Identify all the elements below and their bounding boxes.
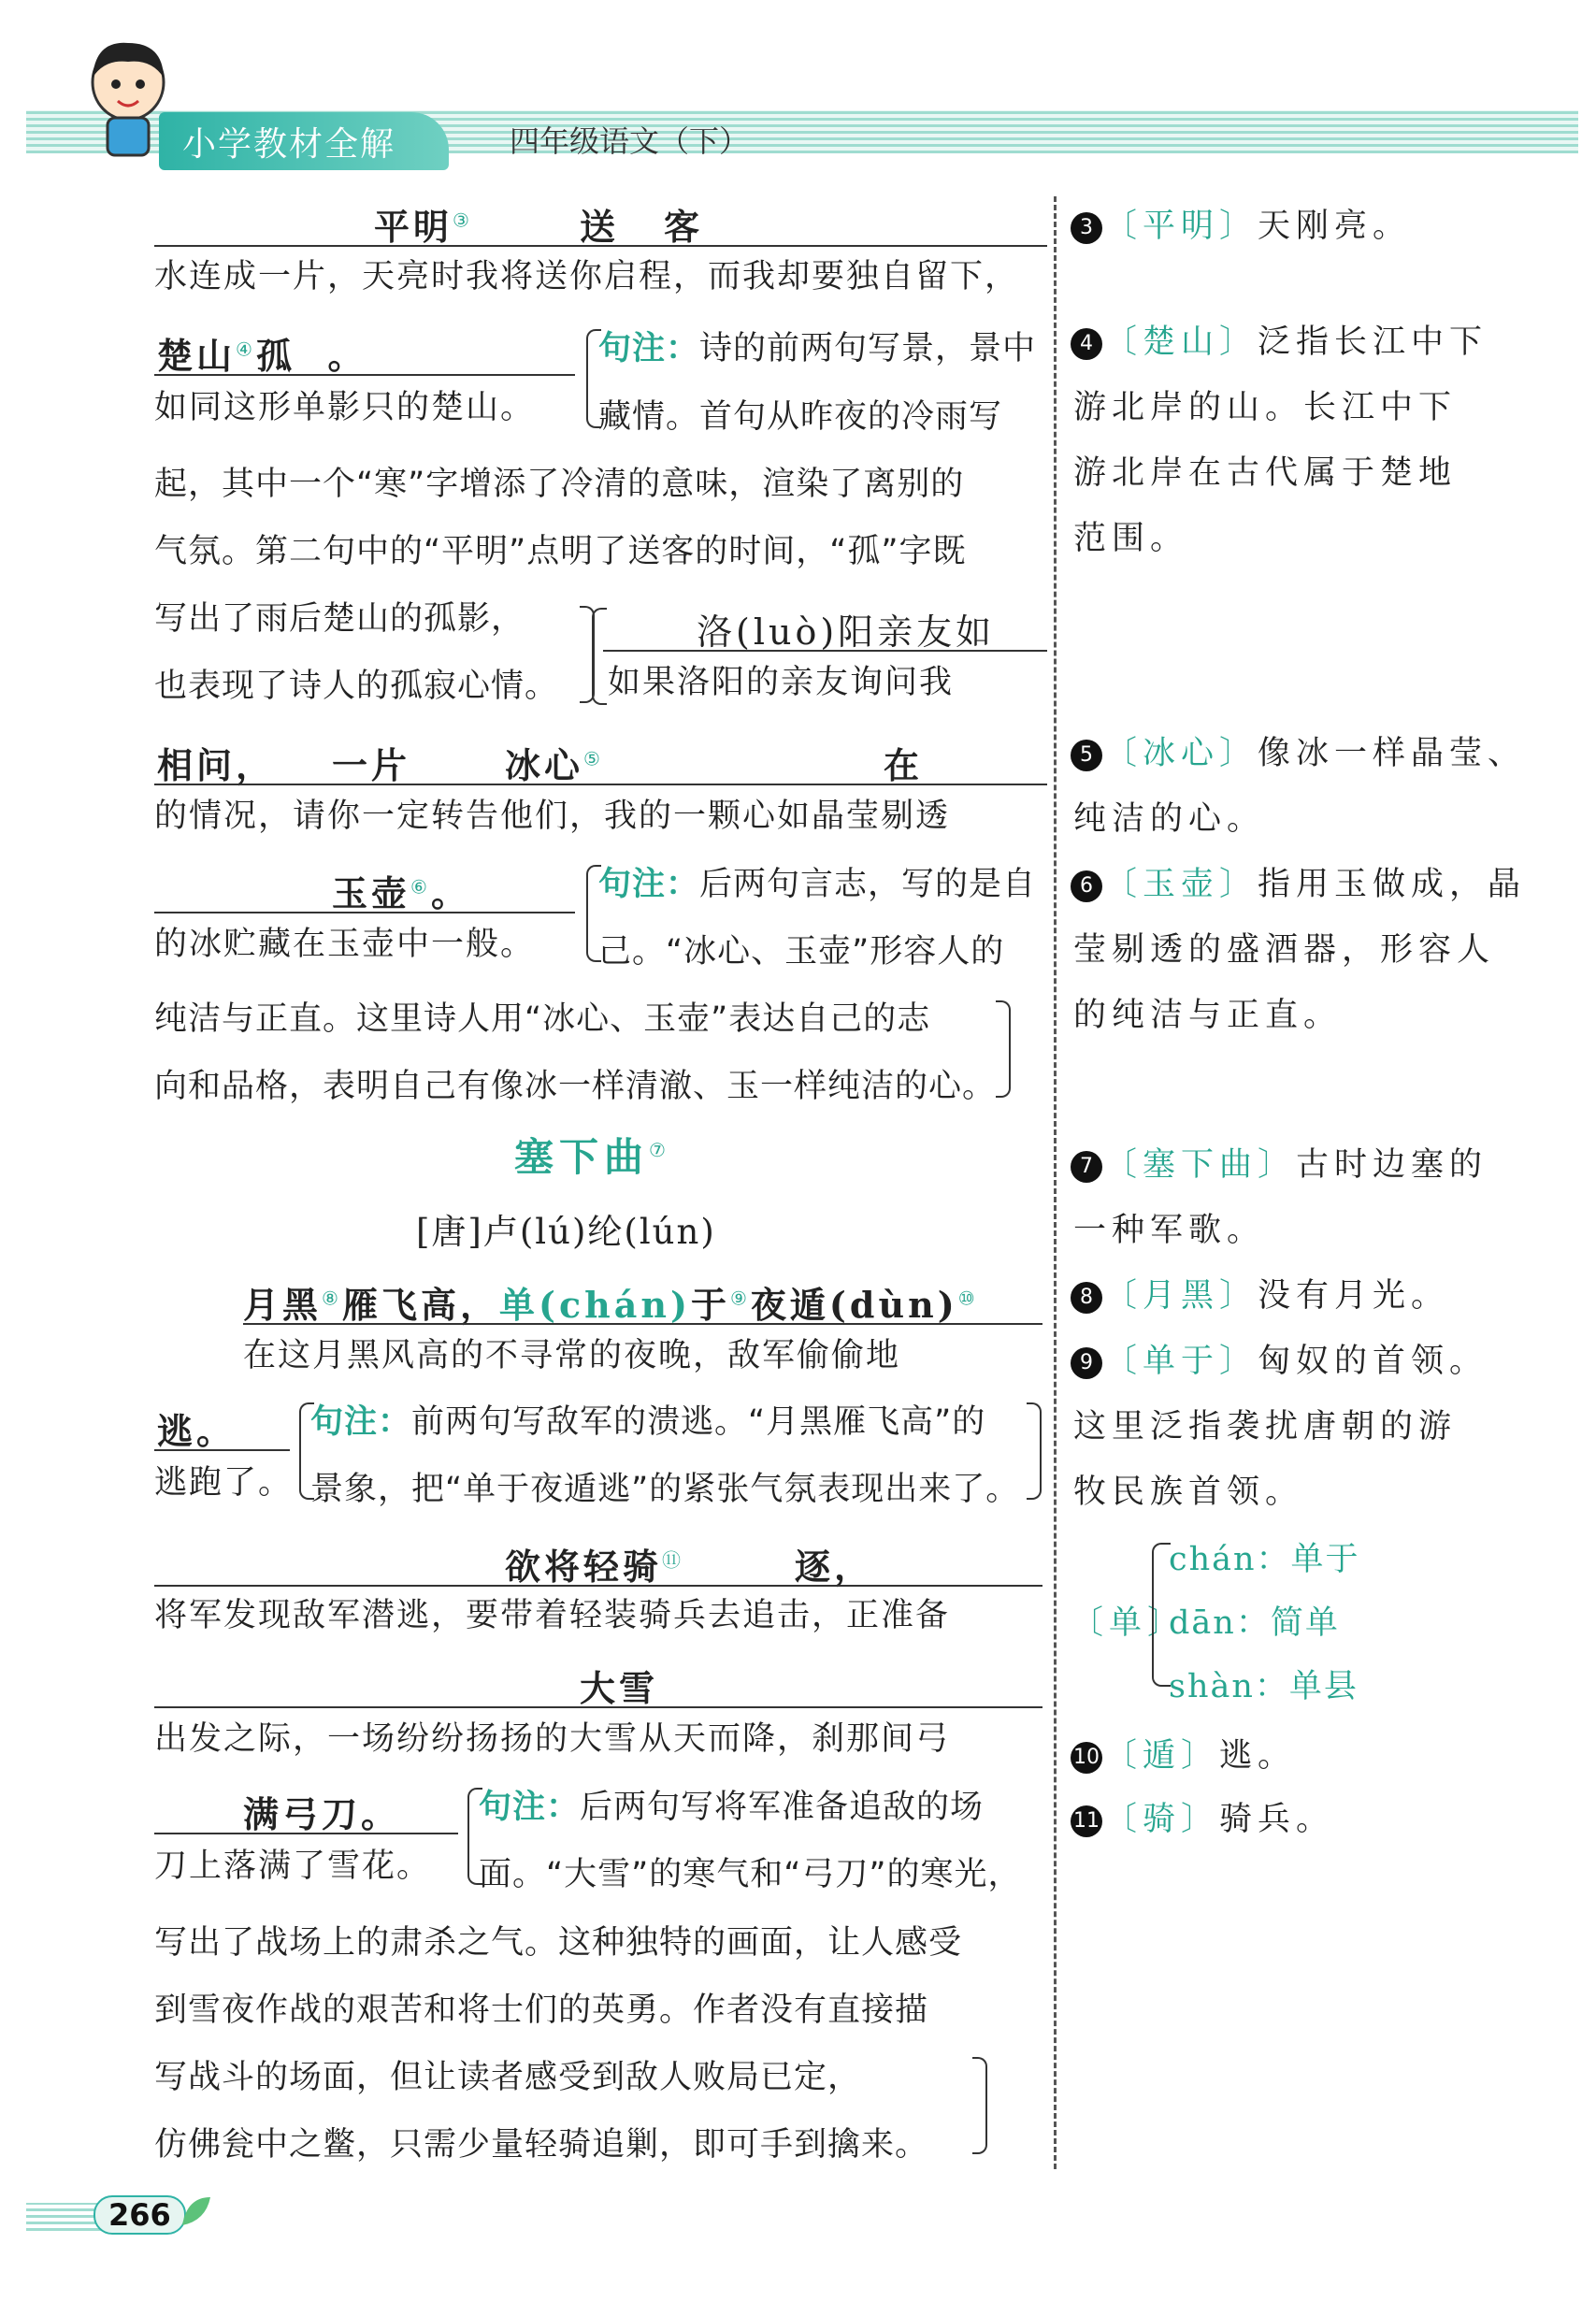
underline [154,245,1047,247]
poem-line: 逃。 [157,1410,237,1452]
poem-line: 楚山④孤 。 [157,335,367,377]
underline [154,784,1047,785]
footnote-4-line: 游北岸在古代属于楚地 [1073,454,1458,492]
annotation: 己。“冰心、玉壶”形容人的 [598,933,1005,971]
annotation: 到雪夜作战的艰苦和将士们的英勇。作者没有直接描 [154,1992,929,2029]
underline [154,374,575,376]
footnote-9-line: 这里泛指袭扰唐朝的游 [1073,1408,1458,1445]
leaf-icon [178,2193,215,2230]
translation-line: 如果洛阳的亲友询问我 [608,664,955,701]
underline [243,1323,1042,1325]
annotation: 写战斗的场面，但让读者感受到敌人败局已定， [154,2059,862,2096]
footnote-3: 3 〔平明〕天刚亮。 [1071,200,1411,247]
underline [154,1833,458,1834]
annotation: 气氛。第二句中的“平明”点明了送客的时间，“孤”字既 [154,533,967,570]
poem-word: 冰心⑤ [505,744,604,786]
footnote-4: 4 〔楚山〕泛指长江中下 [1071,316,1488,363]
poem-word: 一片 [332,744,411,786]
footnote-6: 6 〔玉壶〕指用玉做成，晶 [1071,858,1526,905]
annotation: 写出了战场上的肃杀之气。这种独特的画面，让人感受 [154,1924,963,1962]
poem-line: 满弓刀。 [243,1793,401,1835]
translation-line: 将军发现敌军潜逃，要带着轻装骑兵去追击，正准备 [154,1597,951,1634]
poem-word: 送 [580,206,620,248]
translation-line: 刀上落满了雪花。 [154,1848,432,1885]
footnote-5-line: 纯洁的心。 [1073,800,1266,838]
poem-line: 平明③ [374,206,473,248]
poem-word: 客 [664,206,704,248]
annotation: 面。“大雪”的寒气和“弓刀”的寒光， [479,1856,1022,1893]
polyphone-reading: dān：简单 [1169,1604,1340,1642]
annotation: 仿佛瓮中之鳖，只需少量轻骑追剿，即可手到擒来。 [154,2126,929,2164]
underline [154,1706,1042,1708]
footnote-8: 8 〔月黑〕没有月光。 [1071,1270,1449,1316]
polyphone-reading: chán：单于 [1169,1541,1360,1578]
page-number: 266 [93,2195,186,2235]
bracket [996,1000,1011,1098]
poem-line: 大雪 [580,1667,659,1709]
poem-title: 塞下曲⑦ [514,1134,671,1180]
poem-line: 相问， [157,744,276,786]
book-subtitle: 四年级语文（下） [510,123,750,159]
footnote-11: 11 〔骑〕骑兵。 [1071,1793,1334,1840]
poem-word: 在 [884,744,924,786]
annotation: 写出了雨后楚山的孤影， [154,600,525,638]
translation-line: 出发之际，一场纷纷扬扬的大雪从天而降，刹那间弓 [154,1720,951,1758]
poem-line: 欲将轻骑⑪ [505,1546,685,1588]
underline [154,912,575,913]
underline [603,650,1047,652]
polyphone-reading: shàn：单县 [1169,1668,1359,1705]
polyphone-key: 〔单〕 [1071,1604,1186,1642]
poem-author: [唐]卢(lú)纶(lún) [416,1212,716,1252]
translation-line: 如同这形单影只的楚山。 [154,389,536,426]
footnote-9: 9 〔单于〕匈奴的首领。 [1071,1335,1488,1382]
footnote-7: 7 〔塞下曲〕古时边塞的 [1071,1139,1488,1186]
poem-line: 玉壶⑥。 [332,872,470,914]
poem-word: 逐， [795,1546,874,1588]
annotation: 句注：后两句言志，写的是自 [598,866,1037,903]
annotation: 藏情。首句从昨夜的冷雨写 [598,398,1003,436]
footnote-9-line: 牧民族首领。 [1073,1474,1304,1511]
annotation: 景象，把“单于夜遁逃”的紧张气氛表现出来了。 [310,1471,1020,1508]
annotation: 向和品格，表明自己有像冰一样清澈、玉一样纯洁的心。 [154,1068,997,1105]
footnote-7-line: 一种军歌。 [1073,1212,1266,1249]
underline [154,1585,1042,1587]
annotation: 起，其中一个“寒”字增添了冷清的意味，渲染了离别的 [154,466,965,503]
translation-line: 逃跑了。 [154,1464,294,1502]
annotation: 句注：诗的前两句写景，景中 [598,330,1037,367]
bracket [972,2057,987,2154]
translation-line: 水连成一片，天亮时我将送你启程，而我却要独自留下， [154,258,1020,295]
poem-line: 洛(luò)阳亲友如 [697,611,996,653]
bracket [592,608,607,705]
boy-mascot-icon [77,36,180,157]
annotation: 纯洁与正直。这里诗人用“冰心、玉壶”表达自己的志 [154,1000,931,1038]
footnote-10: 10 〔遁〕逃。 [1071,1730,1296,1776]
footnote-4-line: 范围。 [1073,520,1189,557]
book-title: 小学教材全解 [182,125,396,164]
poem-line: 月黑⑧雁飞高，单(chán)于⑨夜遁(dùn)⑩ [243,1284,979,1326]
translation-line: 的情况，请你一定转告他们，我的一颗心如晶莹剔透 [154,798,951,835]
footnote-6-line: 的纯洁与正直。 [1073,997,1343,1034]
translation-line: 在这月黑风高的不寻常的夜晚，敌军偷偷地 [243,1337,901,1374]
footnote-4-line: 游北岸的山。长江中下 [1073,389,1458,426]
footnote-6-line: 莹剔透的盛酒器，形容人 [1073,931,1496,969]
footnote-5: 5 〔冰心〕像冰一样晶莹、 [1071,727,1526,774]
polyphone-brace [1152,1543,1171,1687]
column-divider [1054,196,1057,2169]
annotation: 句注：前两句写敌军的溃逃。“月黑雁飞高”的 [310,1403,986,1441]
underline [154,1449,290,1451]
bracket [1027,1402,1042,1500]
translation-line: 的冰贮藏在玉壶中一般。 [154,926,536,963]
annotation: 也表现了诗人的孤寂心情。 [154,668,559,705]
annotation: 句注：后两句写将军准备追敌的场 [479,1789,985,1826]
